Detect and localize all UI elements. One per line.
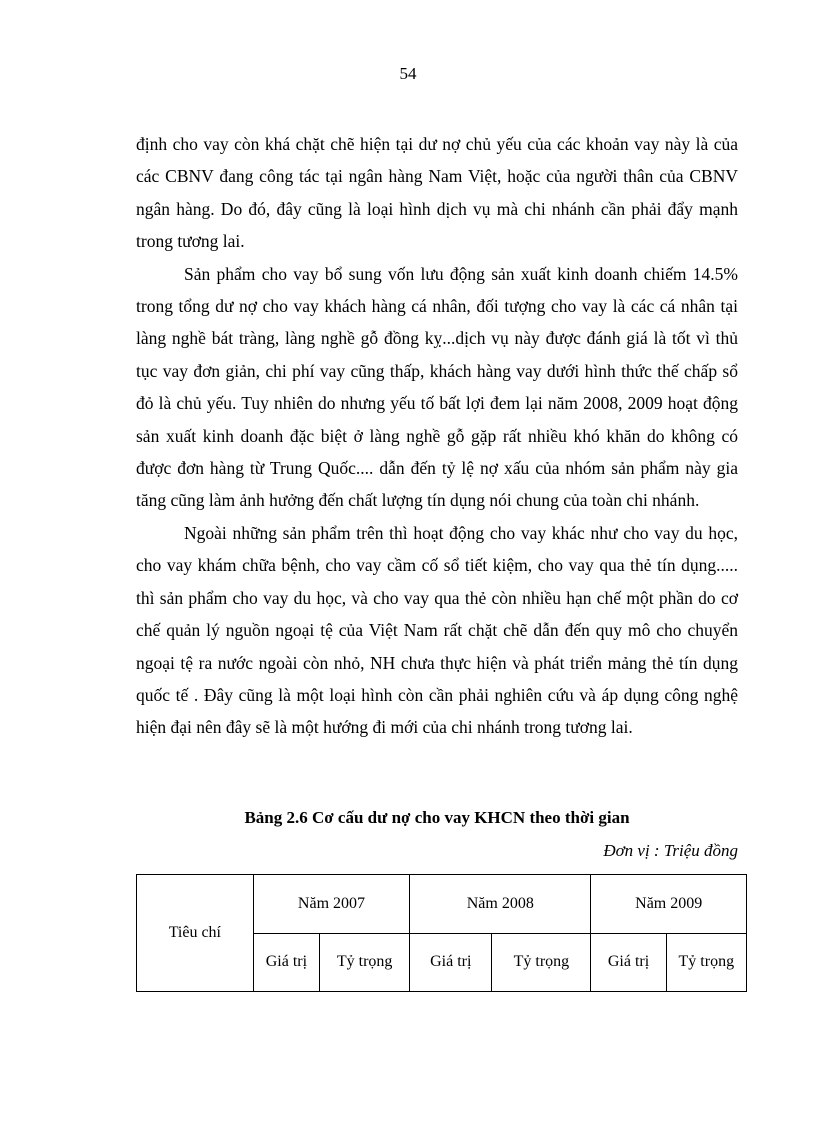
share-header-2009: Tỷ trọng — [666, 933, 746, 992]
loan-structure-table — [136, 874, 747, 992]
table-caption: Bảng 2.6 Cơ cấu dư nợ cho vay KHCN theo thời gian — [244, 808, 630, 827]
value-header-2009: Giá trị — [591, 933, 666, 992]
share-header-2007: Tỷ trọng — [320, 933, 410, 992]
paragraph-2: Sản phẩm cho vay bổ sung vốn lưu động sản xuất kinh doanh chiếm 14.5% trong tổng dư nợ cho vay khách hàng cá nhân, đối tượng cho vay là các cá nhân tại làng nghề bát tràng, làng nghề gỗ đồng kỵ...dịch vụ này được đánh giá là tốt vì thủ tục vay đơn giản, chi phí vay cũng thấp, khách hàng vay dưới hình thức thế chấp sổ đỏ là chủ yếu. Tuy nhiên do nhưng yếu tố bất lợi đem lại năm 2008, 2009 hoạt động sản xuất kinh doanh đặc biệt ở làng nghề gỗ gặp rất nhiều khó khăn do không có được đơn hàng từ Trung Quốc.... dẫn đến tỷ lệ nợ xấu của nhóm sản phẩm này gia tăng cũng làm ảnh hưởng đến chất lượng tín dụng nói chung của toàn chi nhánh. — [136, 263, 738, 511]
paragraph-3: Ngoài những sản phẩm trên thì hoạt động cho vay khác như cho vay du học, cho vay khám chữa bệnh, cho vay cầm cố sổ tiết kiệm, cho vay qua thẻ tín dụng..... thì sản phẩm cho vay du học, và cho vay qua thẻ còn nhiều hạn chế một phần do cơ chế quản lý nguồn ngoại tệ của Việt Nam rất chặt chẽ dẫn đến quy mô cho chuyển ngoại tệ ra nước ngoài còn nhỏ, NH chưa thực hiện và phát triển mảng thẻ tín dụng quốc tế . Đây cũng là một loại hình còn cần phải nghiên cứu và áp dụng công nghệ hiện đại nên đây sẽ là một hướng đi mới của chi nhánh trong tương lai. — [136, 522, 738, 738]
year-header-2007: Năm 2007 — [253, 875, 410, 934]
body-text — [136, 128, 738, 744]
paragraph-1: định cho vay còn khá chặt chẽ hiện tại dư nợ chủ yếu của các khoản vay này là của các CBNV đang công tác tại ngân hàng Nam Việt, hoặc của người thân của CBNV ngân hàng. Do đó, đây cũng là loại hình dịch vụ mà chi nhánh cần phải đẩy mạnh trong tương lai. — [136, 134, 738, 252]
table-header-row-years — [137, 875, 747, 934]
table-unit: Đơn vị : Triệu đồng — [603, 841, 738, 860]
value-header-2008: Giá trị — [410, 933, 492, 992]
share-header-2008: Tỷ trọng — [492, 933, 591, 992]
year-header-2008: Năm 2008 — [410, 875, 591, 934]
page-number: 54 — [399, 64, 417, 83]
value-header-2007: Giá trị — [253, 933, 319, 992]
year-header-2009: Năm 2009 — [591, 875, 747, 934]
criteria-header: Tiêu chí — [137, 875, 254, 992]
